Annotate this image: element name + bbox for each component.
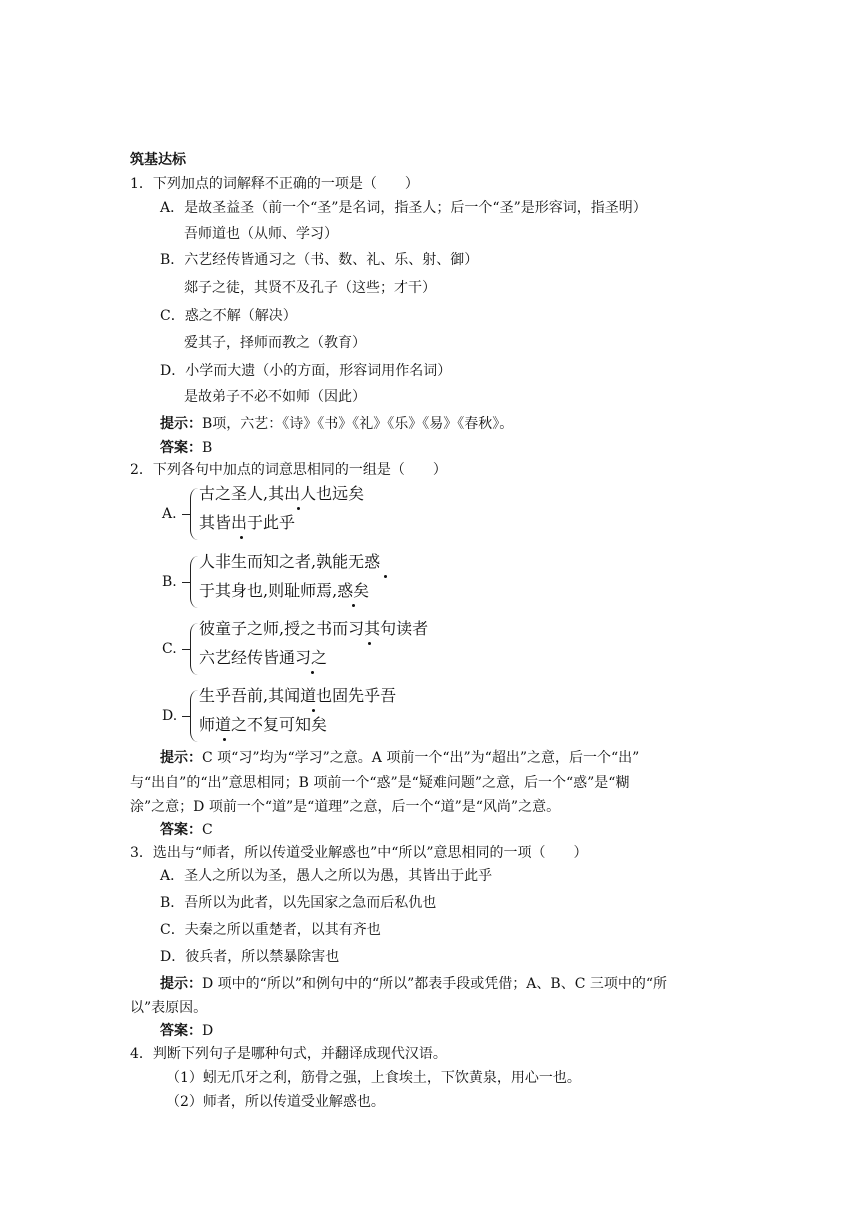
answer-label: 答案： (160, 440, 202, 456)
question-1-answer (160, 438, 212, 458)
hint-text: B项，六艺：《诗》《书》《礼》《乐》《易》《春秋》。 (202, 416, 514, 432)
hint-label: 提示： (160, 416, 202, 432)
question-3-hint (160, 974, 667, 994)
emphasis-dot (297, 507, 300, 510)
question-2-option-b-line1: 人非生而知之者,孰能无惑 (199, 552, 381, 571)
question-1-option-d: D．小学而大遗（小的方面，形容词用作名词） (160, 363, 452, 379)
question-1-option-b: B．六艺经传皆通习之（书、数、礼、乐、射、御） (160, 252, 479, 268)
question-2-hint (160, 748, 639, 768)
section-title: 筑基达标 (130, 152, 186, 168)
question-3-option-a: A．圣人之所以为圣，愚人之所以为愚，其皆出于此乎 (160, 868, 493, 884)
question-2-option-c-line1: 彼童子之师,授之书而习其句读者 (199, 619, 429, 638)
hint-label: 提示： (160, 976, 202, 992)
emphasis-dot (352, 604, 355, 607)
answer-value: D (202, 1023, 214, 1039)
question-2-hint-line3: 涂”之意；D 项前一个“道”是“道理”之意，后一个“道”是“风尚”之意。 (130, 799, 561, 815)
emphasis-dot (312, 709, 315, 712)
question-2-option-c-line2: 六艺经传皆通习之 (199, 648, 328, 667)
question-1-stem: 1．下列加点的词解释不正确的一项是（ ） (130, 176, 419, 192)
question-2-option-b-label: B. (162, 574, 177, 590)
question-2-stem: 2．下列各句中加点的词意思相同的一组是（ ） (130, 462, 447, 478)
question-1-option-d-line2: 是故弟子不必不如师（因此） (184, 389, 366, 405)
hint-label: 提示： (160, 750, 202, 766)
question-1-hint (160, 414, 513, 434)
question-2-hint-line2: 与“出自”的“出”意思相同；B 项前一个“惑”是“疑难问题”之意，后一个“惑”是“糊 (130, 775, 630, 791)
emphasis-dot (223, 738, 226, 741)
answer-value: B (202, 440, 213, 456)
question-2-option-b-brace (190, 556, 199, 608)
emphasis-dot (384, 575, 387, 578)
answer-label: 答案： (160, 1023, 202, 1039)
question-2-option-a-brace (190, 488, 199, 540)
answer-label: 答案： (160, 822, 202, 838)
question-4-item-1: （1）蚓无爪牙之利，筋骨之强，上食埃土，下饮黄泉，用心一也。 (166, 1070, 581, 1086)
question-4-stem: 4．判断下列句子是哪种句式，并翻译成现代汉语。 (130, 1046, 447, 1062)
emphasis-dot (368, 642, 371, 645)
question-2-option-b-line2: 于其身也,则耻师焉,惑矣 (199, 581, 370, 600)
question-2-option-c-label: C. (162, 641, 177, 657)
question-1-option-a-line2: 吾师道也（从师、学习） (184, 226, 338, 242)
question-2-option-a-label: A. (162, 506, 177, 522)
question-2-option-d-line1: 生乎吾前,其闻道也固先乎吾 (199, 686, 397, 705)
hint-text: D 项中的“所以”和例句中的“所以”都表手段或凭借；A、B、C 三项中的“所 (202, 976, 668, 992)
question-1-option-c-line2: 爱其子，择师而教之（教育） (184, 335, 366, 351)
question-2-option-d-label: D. (162, 708, 178, 724)
question-1-option-b-line2: 郯子之徒，其贤不及孔子（这些；才干） (184, 280, 436, 296)
question-1-option-a: A．是故圣益圣（前一个“圣”是名词，指圣人；后一个“圣”是形容词，指圣明） (160, 200, 647, 216)
question-2-option-a-line2: 其皆出于此乎 (199, 513, 296, 532)
hint-text: C 项“习”均为“学习”之意。A 项前一个“出”为“超出”之意，后一个“出” (202, 750, 640, 766)
question-2-answer (160, 820, 213, 840)
question-3-answer (160, 1021, 213, 1041)
emphasis-dot (240, 536, 243, 539)
emphasis-dot (311, 671, 314, 674)
question-1-option-c: C．惑之不解（解决） (160, 308, 297, 324)
question-4-item-2: （2）师者，所以传道受业解惑也。 (166, 1094, 385, 1110)
question-3-option-c: C．夫秦之所以重楚者，以其有齐也 (160, 922, 381, 938)
question-3-option-d: D．彼兵者，所以禁暴除害也 (160, 949, 340, 965)
question-2-option-d-line2: 师道之不复可知矣 (199, 715, 328, 734)
question-3-option-b: B．吾所以为此者，以先国家之急而后私仇也 (160, 895, 437, 911)
answer-value: C (202, 822, 213, 838)
question-2-option-c-brace (190, 623, 199, 675)
question-2-option-a-line1: 古之圣人,其出人也远矣 (199, 484, 365, 503)
question-2-option-d-brace (190, 690, 199, 742)
question-3-hint-line2: 以”表原因。 (130, 1000, 208, 1016)
question-3-stem: 3．选出与“师者，所以传道受业解惑也”中“所以”意思相同的一项（ ） (130, 845, 588, 861)
